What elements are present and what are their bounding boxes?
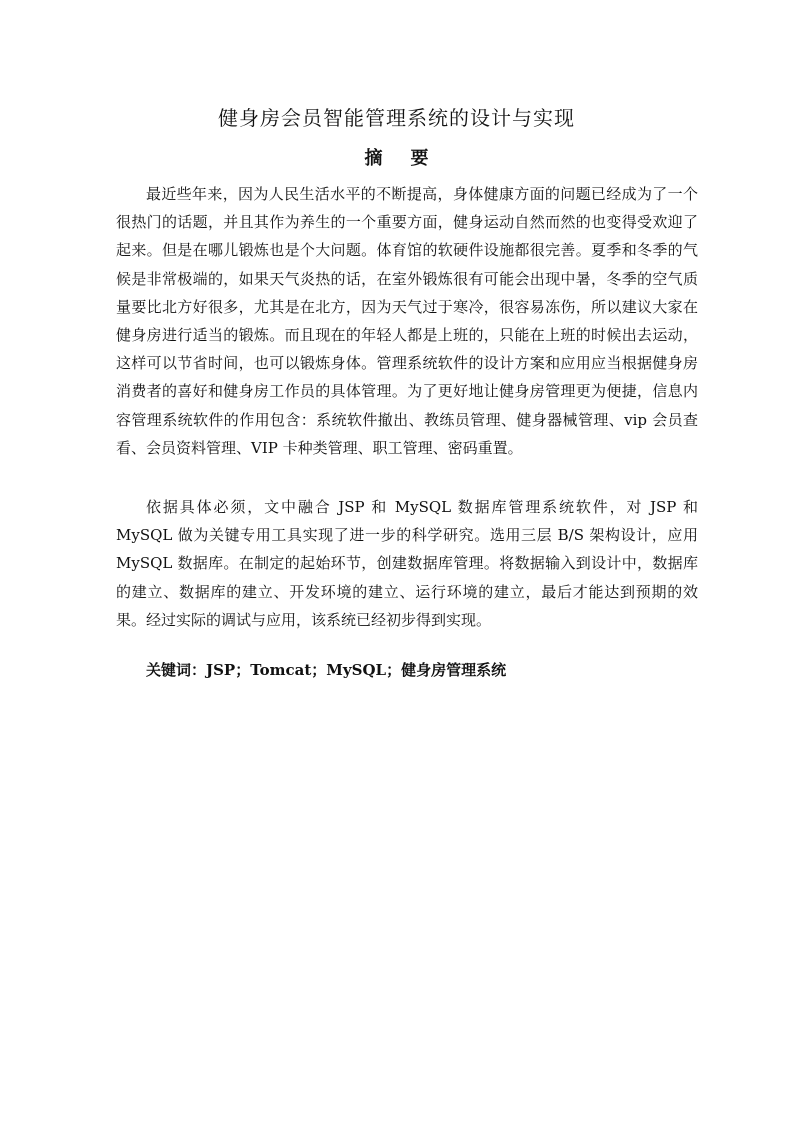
abstract-paragraph-1: 最近些年来，因为人民生活水平的不断提高，身体健康方面的问题已经成为了一个很热门的话题，并且其作为养生的一个重要方面，健身运动自然而然的也变得受欢迎了起来。但是在哪儿锻炼也是个大问题。体育馆的软硬件设施都很完善。夏季和冬季的气候是非常极端的，如果天气炎热的话，在室外锻炼很有可能会出现中暑，冬季的空气质量要比北方好很多，尤其是在北方，因为天气过于寒冷，很容易冻伤，所以建议大家在健身房进行适当的锻炼。而且现在的年轻人都是上班的，只能在上班的时候出去运动，这样可以节省时间，也可以锻炼身体。管理系统软件的设计方案和应用应当根据健身房消费者的喜好和健身房工作员的具体管理。为了更好地让健身房管理更为便捷，信息内容管理系统软件的作用包含：系统软件撤出、教练员管理、健身器械管理、vip 会员查看、会员资料管理、VIP 卡种类管理、职工管理、密码重置。 bbox=[116, 185, 698, 457]
document-title: 健身房会员智能管理系统的设计与实现 bbox=[218, 106, 575, 130]
keywords-line: 关键词：JSP；Tomcat；MySQL；健身房管理系统 bbox=[146, 661, 507, 679]
abstract-paragraph-2: 依据具体必须，文中融合 JSP 和 MySQL 数据库管理系统软件，对 JSP 和 MySQL 做为关键专用工具实现了进一步的科学研究。选用三层 B/S 架构设计，应用 MySQL 数据库。在制定的起始环节，创建数据库管理。将数据输入到设计中，数据库的建立、数据库的建立、开发环境的建立、运行环境的建立，最后才能达到预期的效果。经过实际的调试与应用，该系统已经初步得到实现。 bbox=[116, 498, 698, 629]
abstract-heading: 摘要 bbox=[364, 148, 457, 169]
